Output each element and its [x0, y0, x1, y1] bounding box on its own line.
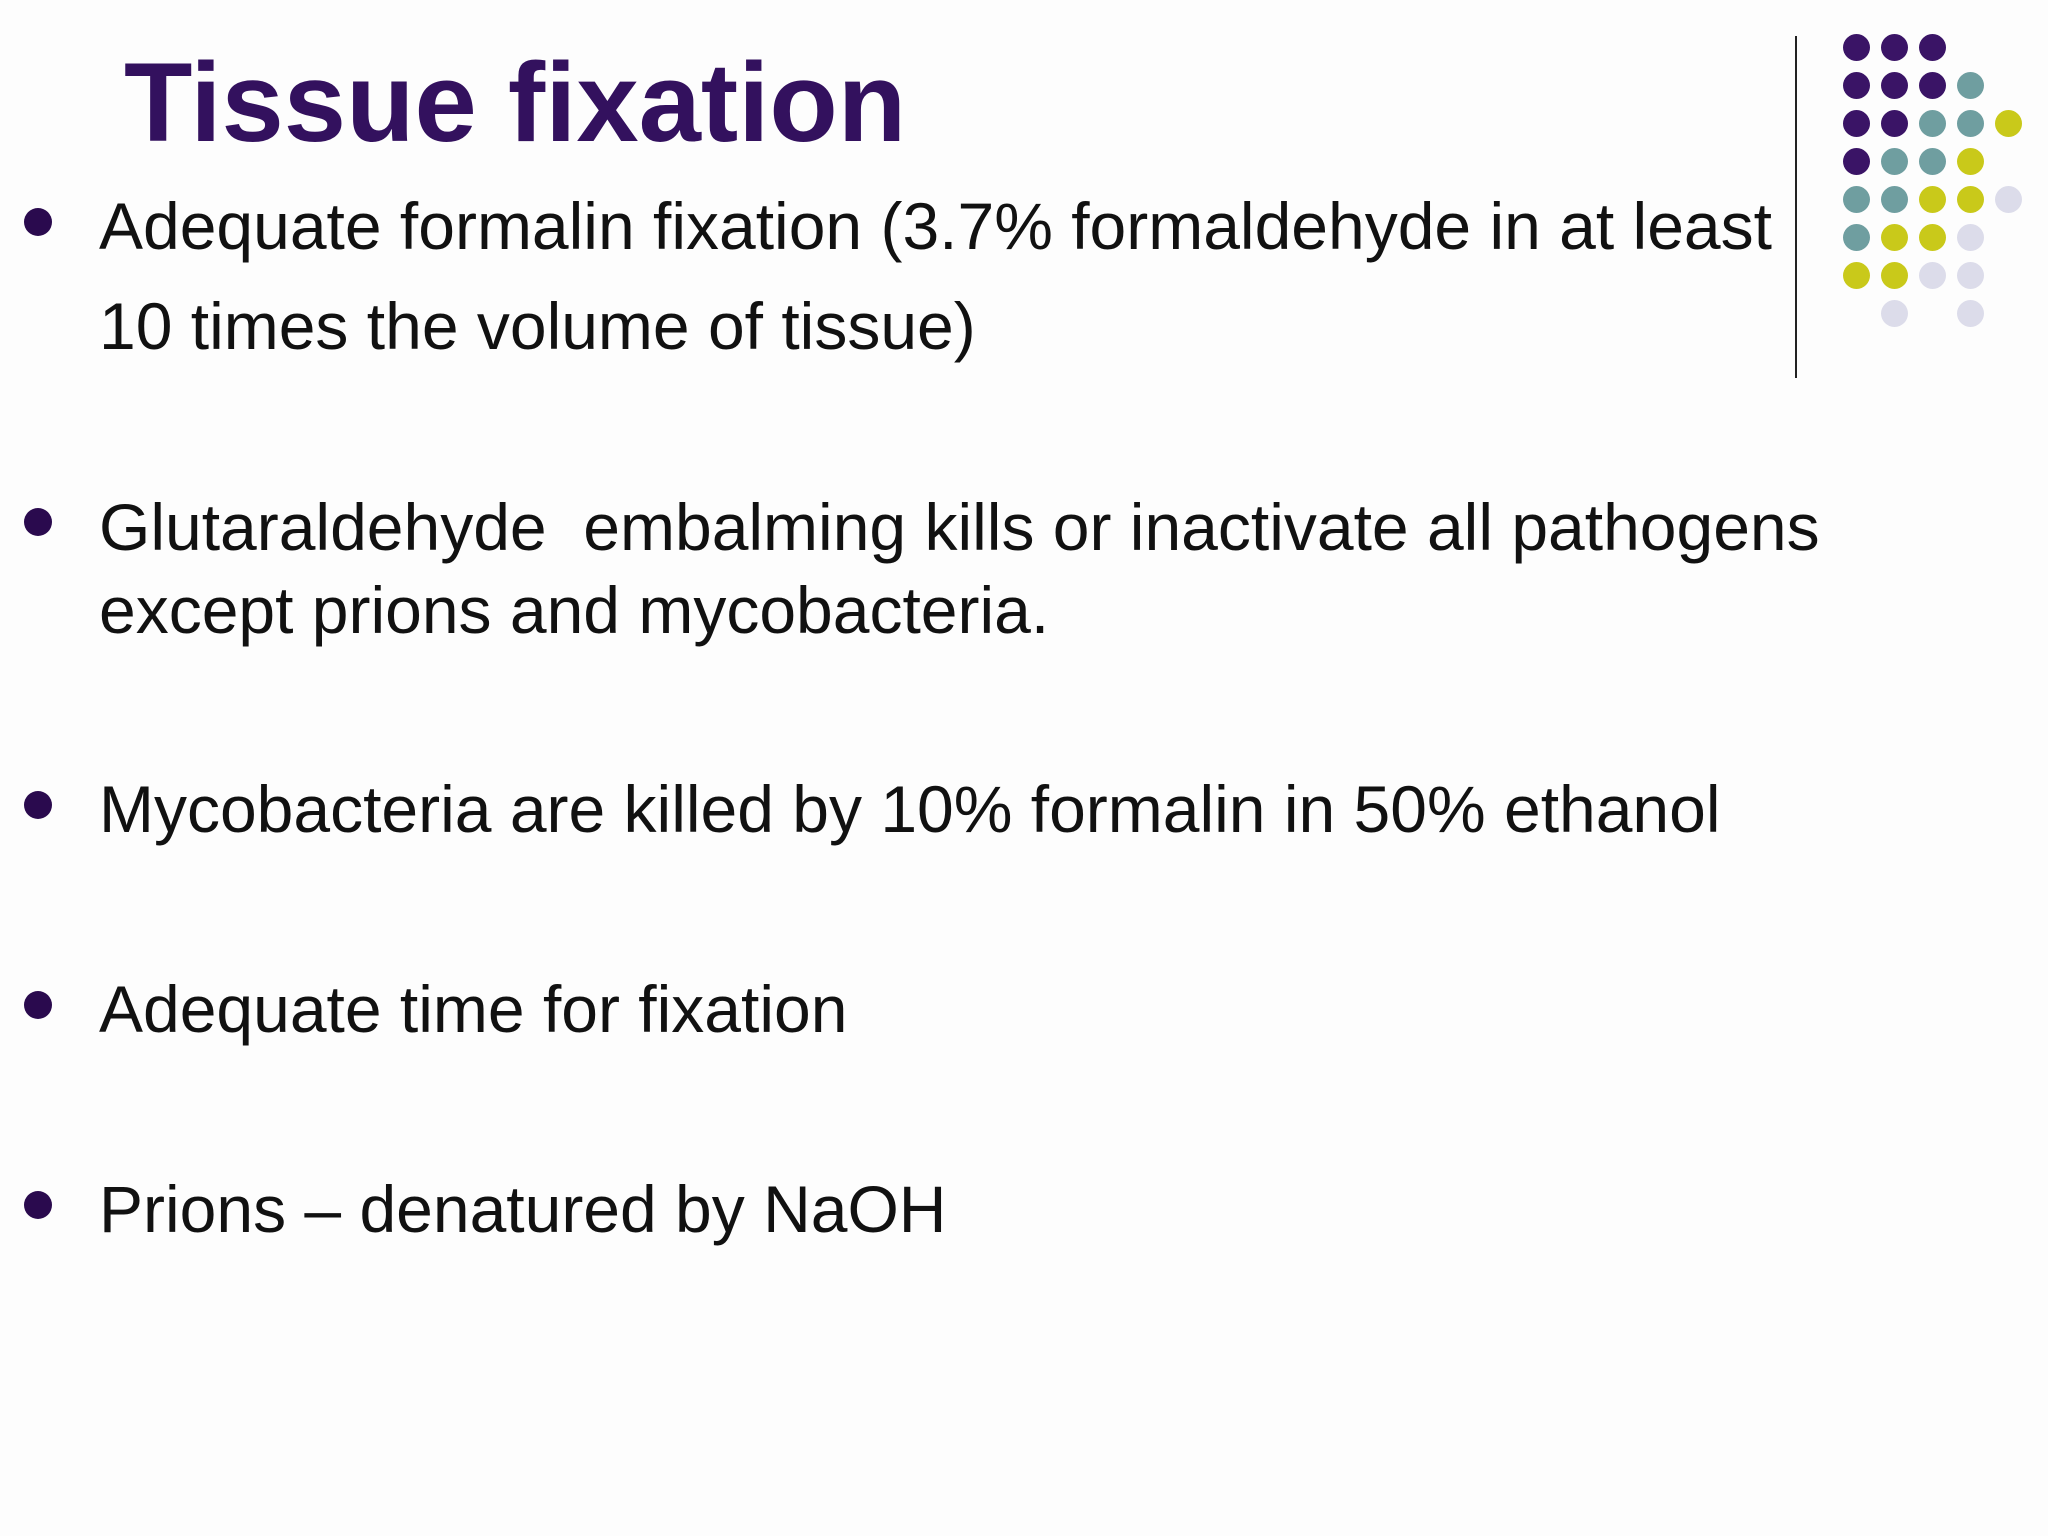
- bullet-icon: [24, 1191, 52, 1219]
- bullet-icon: [24, 208, 52, 236]
- decorative-dot: [1995, 186, 2022, 213]
- decorative-dot: [1881, 34, 1908, 61]
- bullet-text-line: Adequate time for fixation: [99, 972, 848, 1046]
- decorative-dot: [1919, 186, 1946, 213]
- bullet-icon: [24, 791, 52, 819]
- decorative-dot: [1957, 110, 1984, 137]
- bullet-icon: [24, 508, 52, 536]
- decorative-dot: [1881, 186, 1908, 213]
- decorative-dot: [1843, 110, 1870, 137]
- decorative-dot: [1919, 148, 1946, 175]
- decorative-dot: [1843, 72, 1870, 99]
- decorative-dot: [1919, 224, 1946, 251]
- decorative-dot: [1919, 110, 1946, 137]
- decorative-dot: [1957, 186, 1984, 213]
- decorative-dot: [1881, 224, 1908, 251]
- decorative-dot: [1881, 262, 1908, 289]
- decorative-dot: [1843, 148, 1870, 175]
- decorative-dot: [1919, 34, 1946, 61]
- decorative-dot: [1843, 262, 1870, 289]
- slide-title: Tissue fixation: [124, 40, 907, 165]
- bullet-text-line: except prions and mycobacteria.: [99, 573, 1050, 647]
- decorative-dot: [1919, 262, 1946, 289]
- bullet-text-line: Prions – denatured by NaOH: [99, 1172, 947, 1246]
- decorative-dot: [1843, 186, 1870, 213]
- decorative-dot: [1957, 262, 1984, 289]
- decorative-dot: [1957, 148, 1984, 175]
- decorative-dot: [1881, 148, 1908, 175]
- bullet-icon: [24, 991, 52, 1019]
- decorative-dot: [1881, 72, 1908, 99]
- bullet-text-line: Mycobacteria are killed by 10% formalin in 50% ethanol: [99, 772, 1721, 846]
- decorative-dot: [1881, 110, 1908, 137]
- decorative-dot: [1957, 224, 1984, 251]
- decorative-dot: [1919, 72, 1946, 99]
- bullet-text-line: Adequate formalin fixation (3.7% formaldehyde in at least: [99, 189, 1772, 263]
- decorative-dot: [1995, 110, 2022, 137]
- title-divider-line: [1795, 36, 1797, 378]
- decorative-dot: [1957, 300, 1984, 327]
- decorative-dot: [1881, 300, 1908, 327]
- decorative-dot: [1843, 224, 1870, 251]
- bullet-text-line: Glutaraldehyde embalming kills or inactivate all pathogens: [99, 490, 1820, 564]
- decorative-dot: [1843, 34, 1870, 61]
- bullet-text-line: 10 times the volume of tissue): [99, 289, 976, 363]
- decorative-dot: [1957, 72, 1984, 99]
